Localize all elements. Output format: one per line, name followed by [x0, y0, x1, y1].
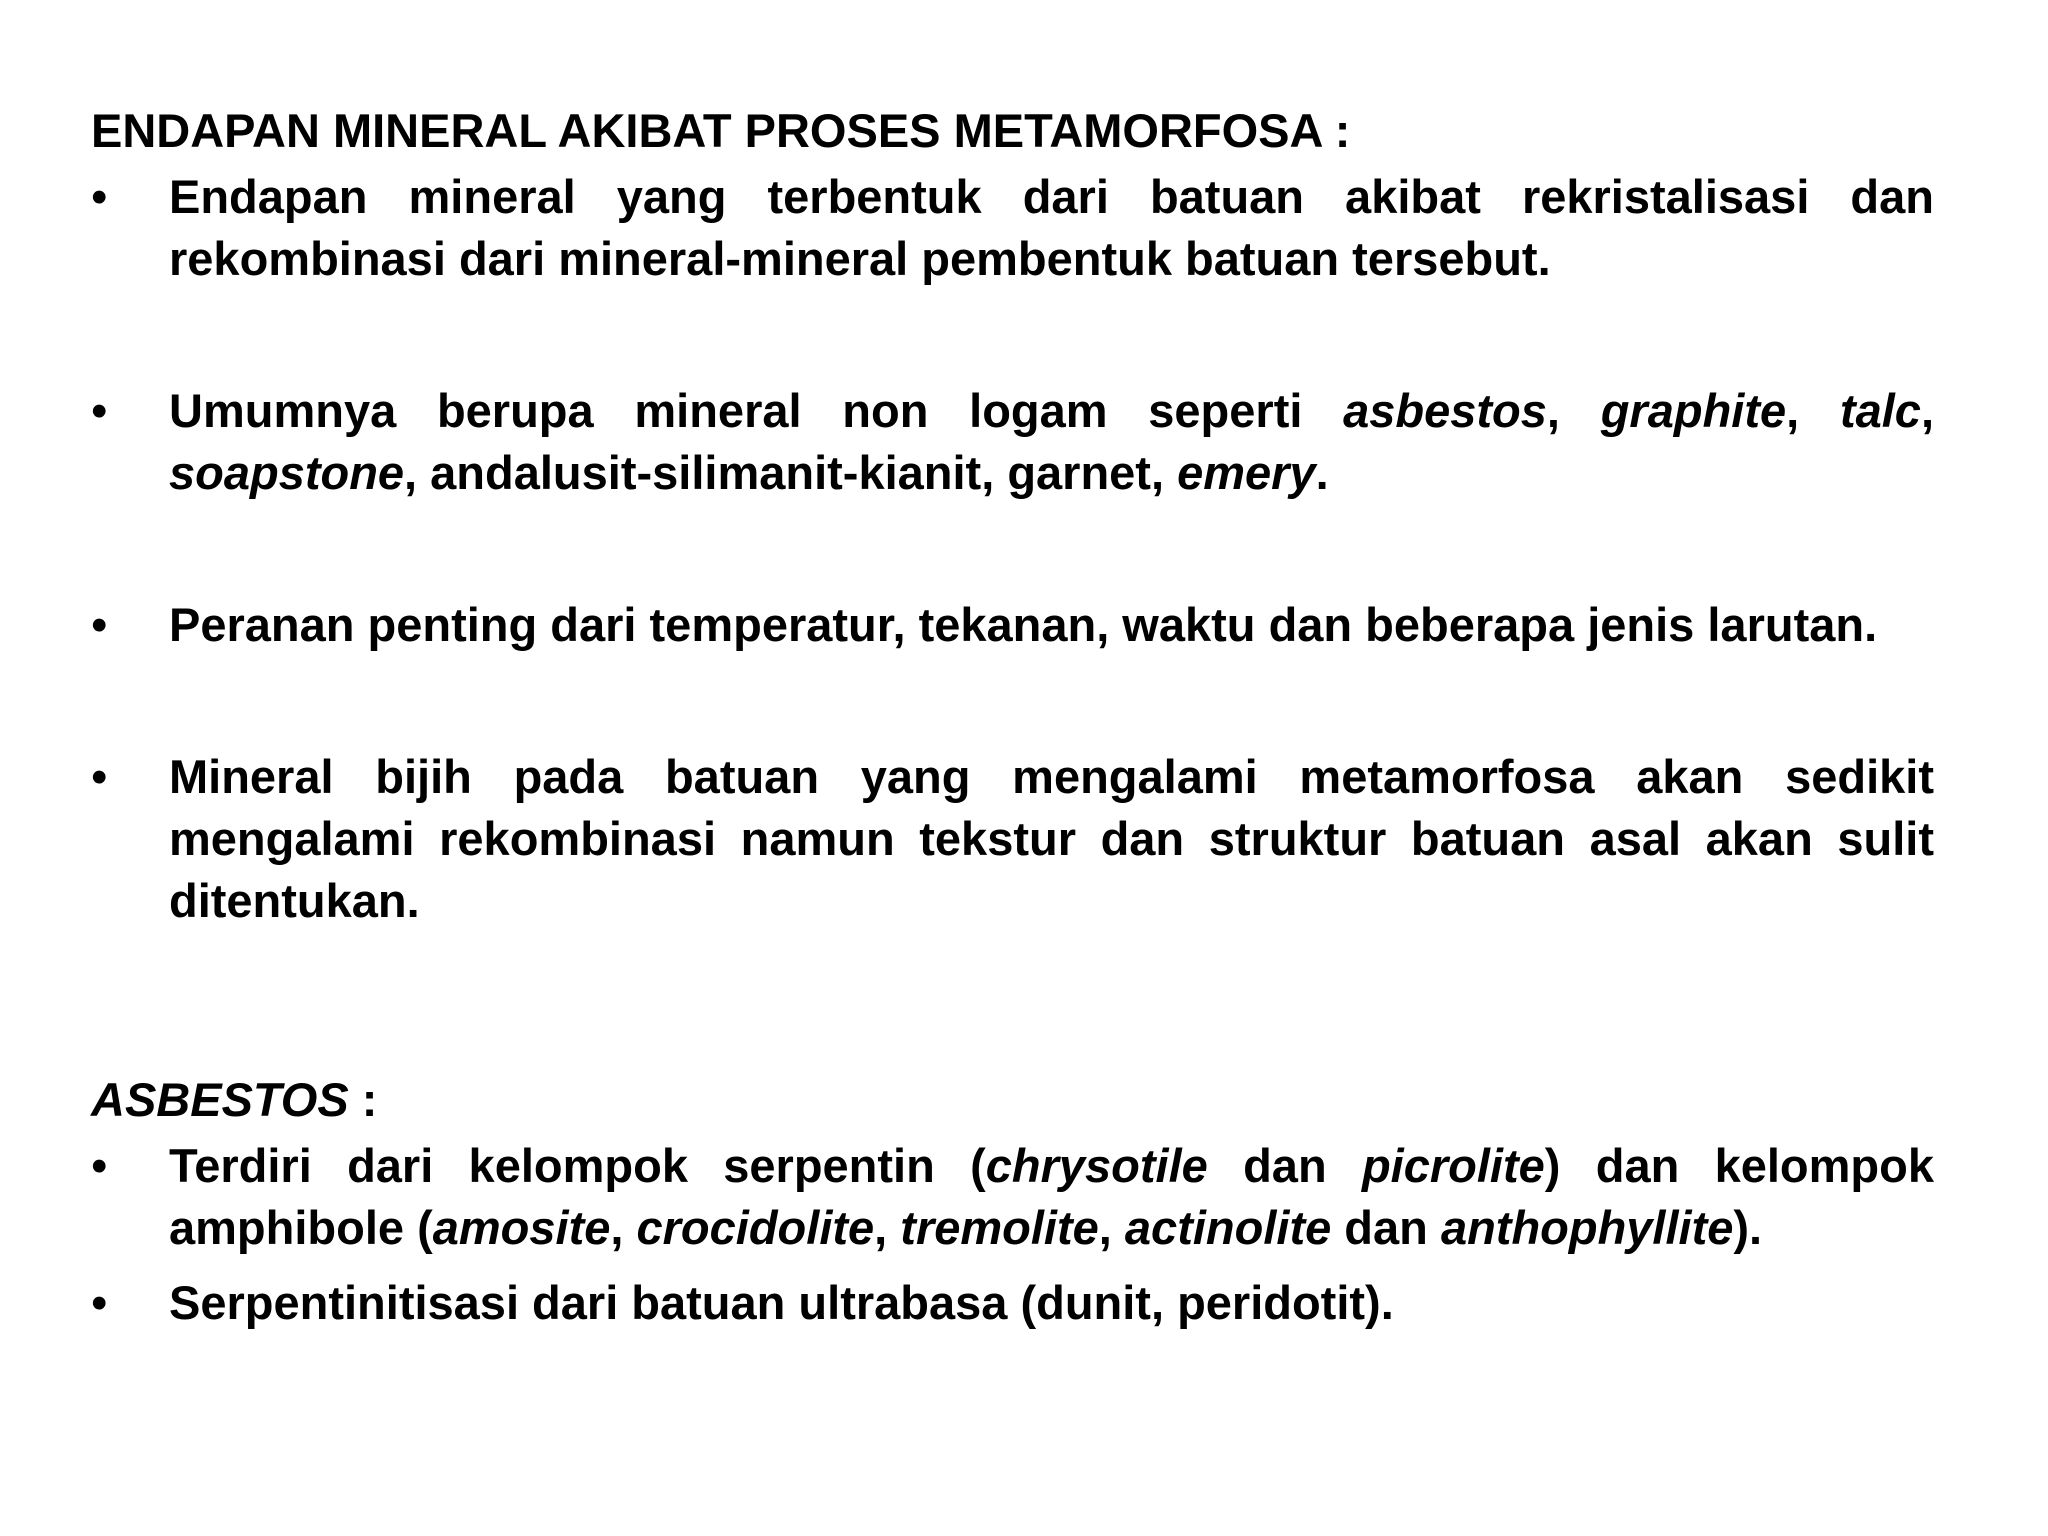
italic-term: tremolite [900, 1201, 1099, 1254]
italic-term: actinolite [1124, 1201, 1332, 1254]
text-run: , [610, 1201, 637, 1254]
bullet-item [91, 746, 1934, 932]
section-heading-asbestos [91, 1069, 1934, 1131]
text-run: ) dan kelompok amphibole ( [169, 1139, 1934, 1254]
italic-term: crocidolite [636, 1201, 875, 1254]
italic-term: soapstone [169, 446, 405, 499]
text-run: ). [1733, 1201, 1763, 1254]
asbestos-heading-term: ASBESTOS [91, 1073, 349, 1126]
bullet-list-asbestos [91, 1135, 1934, 1334]
bullet-item [91, 166, 1934, 290]
text-run: , [1786, 384, 1840, 437]
text-run: Serpentinitisasi dari batuan ultrabasa (dunit, peridotit). [169, 1276, 1394, 1329]
slide-content [91, 100, 1934, 1334]
italic-term: amosite [432, 1201, 611, 1254]
text-run: , andalusit-silimanit-kianit, garnet, [404, 446, 1178, 499]
text-run: , [1546, 384, 1601, 437]
asbestos-heading-suffix: : [348, 1073, 378, 1126]
italic-term: picrolite [1361, 1139, 1545, 1192]
section-heading-metamorfosa: ENDAPAN MINERAL AKIBAT PROSES METAMORFOSA : [91, 104, 1351, 157]
text-run: Endapan mineral yang terbentuk dari batuan akibat rekristalisasi dan rekombinasi dari mineral-mineral pembentuk batuan tersebut. [169, 170, 1934, 285]
text-run: , [1098, 1201, 1125, 1254]
text-run: Peranan penting dari temperatur, tekanan, waktu dan beberapa jenis larutan. [169, 598, 1878, 651]
italic-term: chrysotile [985, 1139, 1208, 1192]
text-run: . [1315, 446, 1329, 499]
text-run: Mineral bijih pada batuan yang mengalami metamorfosa akan sedikit mengalami rekombinasi namun tekstur dan struktur batuan asal akan sulit ditentukan. [169, 750, 1934, 927]
italic-term: emery [1177, 446, 1316, 499]
bullet-item [91, 594, 1934, 656]
text-run: Terdiri dari kelompok serpentin ( [169, 1139, 986, 1192]
text-run: dan [1207, 1139, 1362, 1192]
italic-term: asbestos [1343, 384, 1547, 437]
text-run: , [1920, 384, 1934, 437]
text-run: , [874, 1201, 901, 1254]
bullet-item [91, 1135, 1934, 1259]
italic-term: anthophyllite [1440, 1201, 1734, 1254]
italic-term: graphite [1600, 384, 1787, 437]
bullet-list-metamorfosa [91, 166, 1934, 932]
bullet-item [91, 1272, 1934, 1334]
italic-term: talc [1839, 384, 1921, 437]
text-run: Umumnya berupa mineral non logam seperti [169, 384, 1344, 437]
bullet-item [91, 380, 1934, 504]
text-run: dan [1331, 1201, 1441, 1254]
